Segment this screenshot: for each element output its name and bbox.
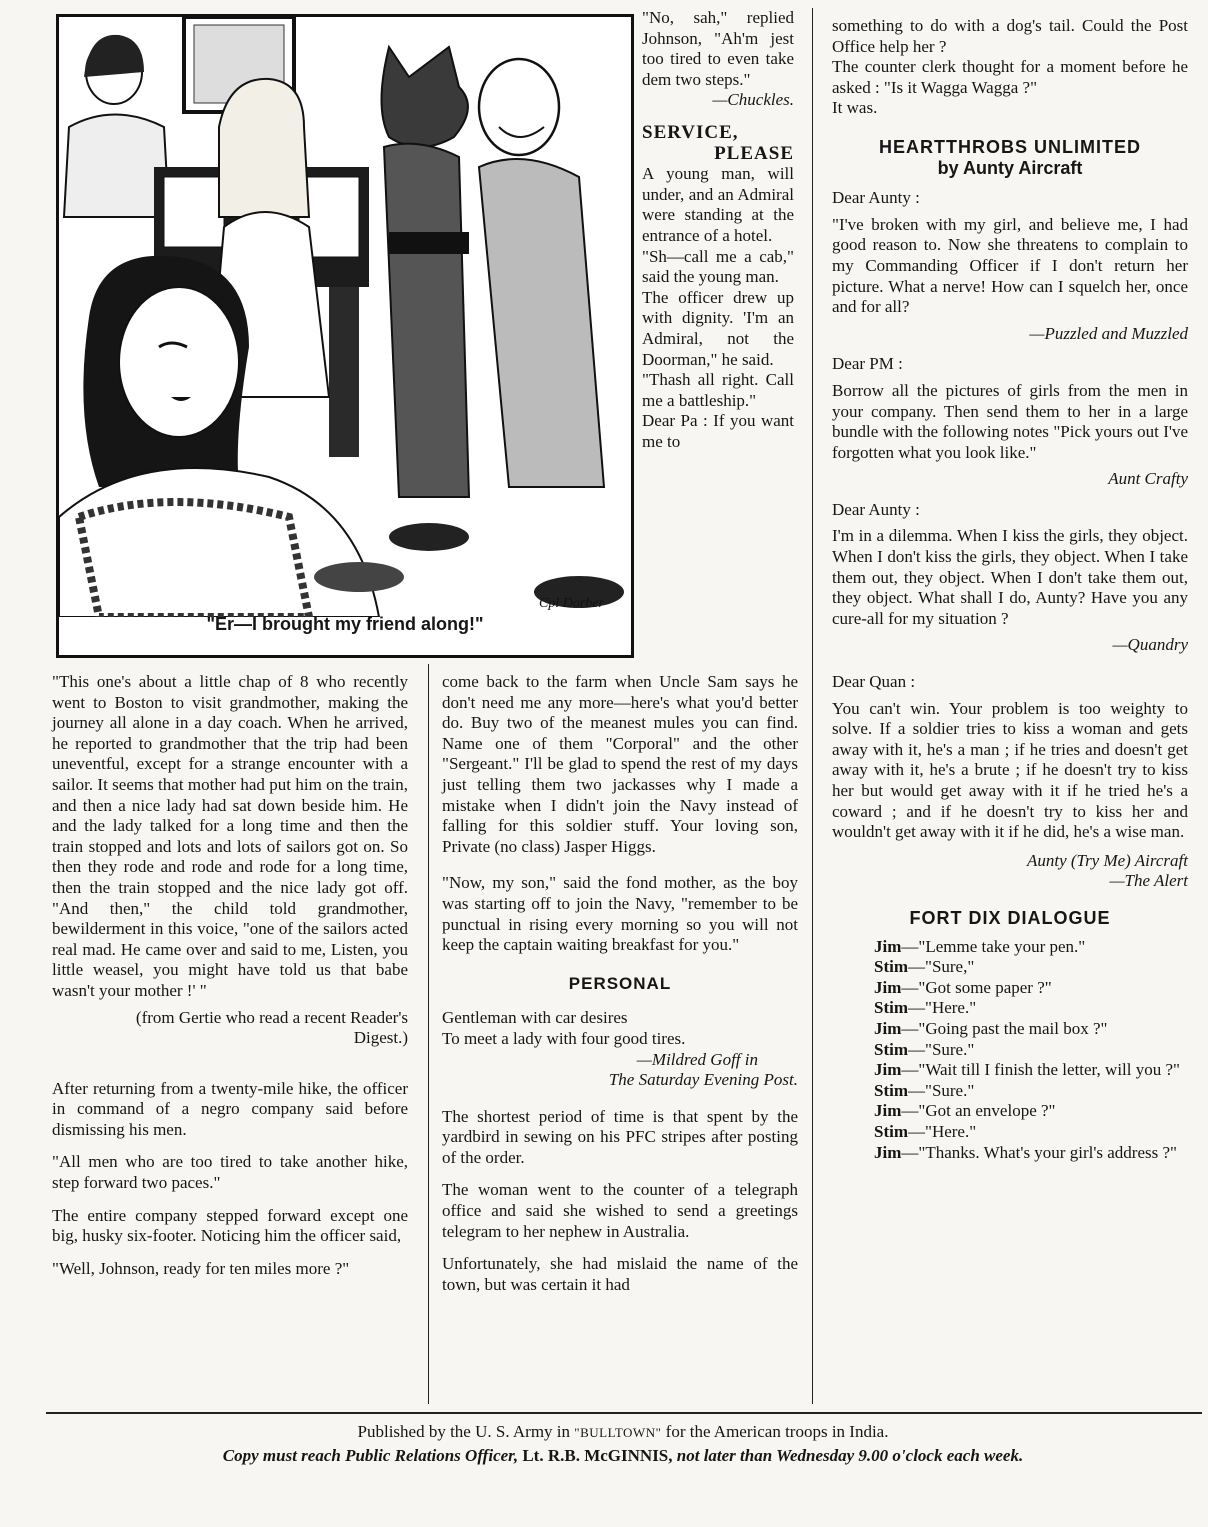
cartoon-caption: "Er—I brought my friend along!": [206, 614, 484, 634]
readers-digest-attribution: (from Gertie who read a recent Reader's Digest.): [135, 1007, 408, 1048]
dialogue-line: Stim—"Sure,": [874, 957, 975, 977]
dialogue-line: Stim—"Sure.": [874, 1080, 975, 1100]
service-p2: "Sh—call me a cab," said the young man.: [642, 246, 794, 287]
dialogue-line: Jim—"Wait till I finish the letter, will you ?": [874, 1060, 1180, 1080]
column-top-middle: [642, 8, 794, 452]
dialogue-line: Stim—"Here.": [874, 998, 977, 1018]
wagga-p2: The counter clerk thought for a moment before he asked : "Is it Wagga Wagga ?": [832, 57, 1188, 97]
dear-pa-letter: come back to the farm when Uncle Sam says he don't need me any more—here's what you'd better do. Buy two of the meanest mules you can find. Name one of them "Corporal" and the other "Sergeant." I'll be glad to spend the rest of my days just telling them two jackasses why I made a mistake when I didn't join the Navy instead of falling for this soldier stuff. Your loving son, Private (no class) Jasper Higgs.: [442, 672, 798, 856]
sign-2: Aunt Crafty: [1108, 469, 1188, 489]
column-right: [832, 16, 1188, 1163]
dialogue-line: Jim—"Got an envelope ?": [874, 1101, 1056, 1121]
johnson-reply: "No, sah," replied Johnson, "Ah'm jest too tired to even take dem two steps.": [642, 8, 794, 89]
fort-dix-heading: FORT DIX DIALOGUE: [909, 907, 1111, 928]
hike-p1: After returning from a twenty-mile hike, the officer in command of a negro company said before dismissing his men.: [52, 1078, 408, 1139]
dialogue-line: Jim—"Going past the mail box ?": [874, 1018, 1108, 1038]
footer-rule: [46, 1412, 1202, 1414]
salute-2: Dear PM :: [832, 354, 903, 374]
letter-2: Borrow all the pictures of girls from the men in your company. Then send them to her in a large bundle with the following notes "Pick yours out I've forgotten what you look like.": [832, 380, 1188, 462]
footer-line-2: Copy must reach Public Relations Officer, Lt. R.B. McGINNIS, not later than Wednesday 9.00 o'clock each week.: [222, 1446, 1024, 1465]
sign-4: Aunty (Try Me) Aircraft: [1026, 850, 1188, 870]
salute-1: Dear Aunty :: [832, 188, 920, 208]
dialogue-line: Stim—"Sure.": [874, 1039, 975, 1059]
hike-p3: The entire company stepped forward except one big, husky six-footer. Noticing him the officer said,: [52, 1205, 408, 1246]
column-left: [52, 672, 408, 1279]
wagga-p3: It was.: [832, 98, 878, 118]
service-p1: A young man, will under, and an Admiral were standing at the entrance of a hotel.: [642, 164, 794, 245]
hike-p2: "All men who are too tired to take another hike, step forward two paces.": [52, 1152, 408, 1193]
cartoon-signature: Cpl Dorber: [539, 596, 604, 611]
service-p3: The officer drew up with dignity. 'I'm an Admiral, not the Doorman," he said.: [642, 287, 794, 369]
goff-attribution: —Mildred Goff in: [636, 1049, 758, 1069]
letter-4: You can't win. Your problem is too weighty to solve. If a soldier tries to kiss a woman and gets away with it, he's a man ; if he tries and doesn't get away with it, he's a brute ; if he doesn't try to kiss her but would get away with it if he tried he's a coward ; and if he doesn't try to kiss her and wouldn't get away with it if he did, he's a wise man.: [832, 698, 1188, 842]
wagga-p1: something to do with a dog's tail. Could the Post Office help her ?: [832, 16, 1188, 56]
dialogue-line: Jim—"Thanks. What's your girl's address ?": [874, 1142, 1177, 1162]
personal-line-2: To meet a lady with four good tires.: [442, 1028, 686, 1048]
personal-heading: PERSONAL: [568, 973, 672, 993]
yardbird-story: The shortest period of time is that spent by the yardbird in sewing on his PFC stripes after posting of the order.: [442, 1106, 798, 1167]
navy-son-story: "Now, my son," said the fond mother, as the boy was starting off to join the Navy, "remember to be punctual in rising every morning so you will not keep the captain waiting breakfast for you.": [442, 873, 798, 955]
cartoon-panel: [56, 14, 634, 658]
personal-line-1: Gentleman with car desires: [442, 1008, 628, 1028]
dear-pa-start: Dear Pa : If you want me to: [642, 411, 794, 451]
column-rule-1: [428, 664, 429, 1404]
dialogue-line: Jim—"Lemme take your pen.": [874, 936, 1086, 956]
telegram-story: The woman went to the counter of a telegraph office and said she wished to send a greetings telegram to her nephew in Australia.: [442, 1180, 798, 1241]
cartoon-illustration: [59, 17, 631, 617]
hike-p4: "Well, Johnson, ready for ten miles more ?": [52, 1258, 350, 1278]
letter-1: "I've broken with my girl, and believe me, I had good reason to. Now she threatens to complain to my Commanding Officer if I don't return her picture. What a nerve! How can I squelch her, once and for all?: [832, 214, 1188, 317]
salute-4: Dear Quan :: [832, 672, 916, 692]
sign-1: —Puzzled and Muzzled: [1029, 323, 1188, 343]
column-middle: [442, 672, 798, 1295]
boston-story: "This one's about a little chap of 8 who recently went to Boston to visit grandmother, making the journey all alone in a day coach. When he arrived, he reported to grandmother that the trip had been uneventful, except for a strange encounter with a sailor. It seems that mother had put him on the train, and then a nice lady had sat down beside him. He and the lady talked for a long time and then the train stopped and lots and lots of sailors got on. So then they rode and rode and rode for a long time, then the train stopped and the nice lady got off. "And then," the child told grandmother, bewilderment in this voice, "one of the sailors acted real mad. He came over and said to me, Listen, you little weasel, you might have told us that babe wasn't your mother !' ": [52, 672, 408, 1000]
telegram-story-cont: Unfortunately, she had mislaid the name of the town, but was certain it had: [442, 1254, 798, 1294]
service-heading-1: SERVICE,: [642, 121, 739, 143]
service-p4: "Thash all right. Call me a battleship.": [642, 370, 794, 410]
column-rule-2: [812, 8, 813, 1404]
dialogue-line: Jim—"Got some paper ?": [874, 977, 1052, 997]
salute-3: Dear Aunty :: [832, 499, 920, 519]
footer-line-1: Published by the U. S. Army in "BULLTOWN" for the American troops in India.: [357, 1422, 889, 1441]
letter-3: I'm in a dilemma. When I kiss the girls, they object. When I don't kiss the girls, they object. When I take them out, they object. When I don't take them out, they object. What shall I do, Aunty? Have you any cure-all for my situation ?: [832, 526, 1188, 628]
sign-3: —Quandry: [1112, 635, 1188, 655]
heartthrobs-heading: HEARTTHROBS UNLIMITED: [879, 136, 1141, 157]
post-attribution: The Saturday Evening Post.: [608, 1070, 798, 1090]
service-heading-2: PLEASE: [714, 142, 794, 164]
fort-dix-dialogue: [832, 937, 1188, 1164]
chuckles-attribution: —Chuckles.: [712, 90, 794, 110]
heartthrobs-byline: by Aunty Aircraft: [937, 157, 1083, 178]
dialogue-line: Stim—"Here.": [874, 1121, 977, 1141]
sign-5: —The Alert: [1109, 871, 1188, 891]
